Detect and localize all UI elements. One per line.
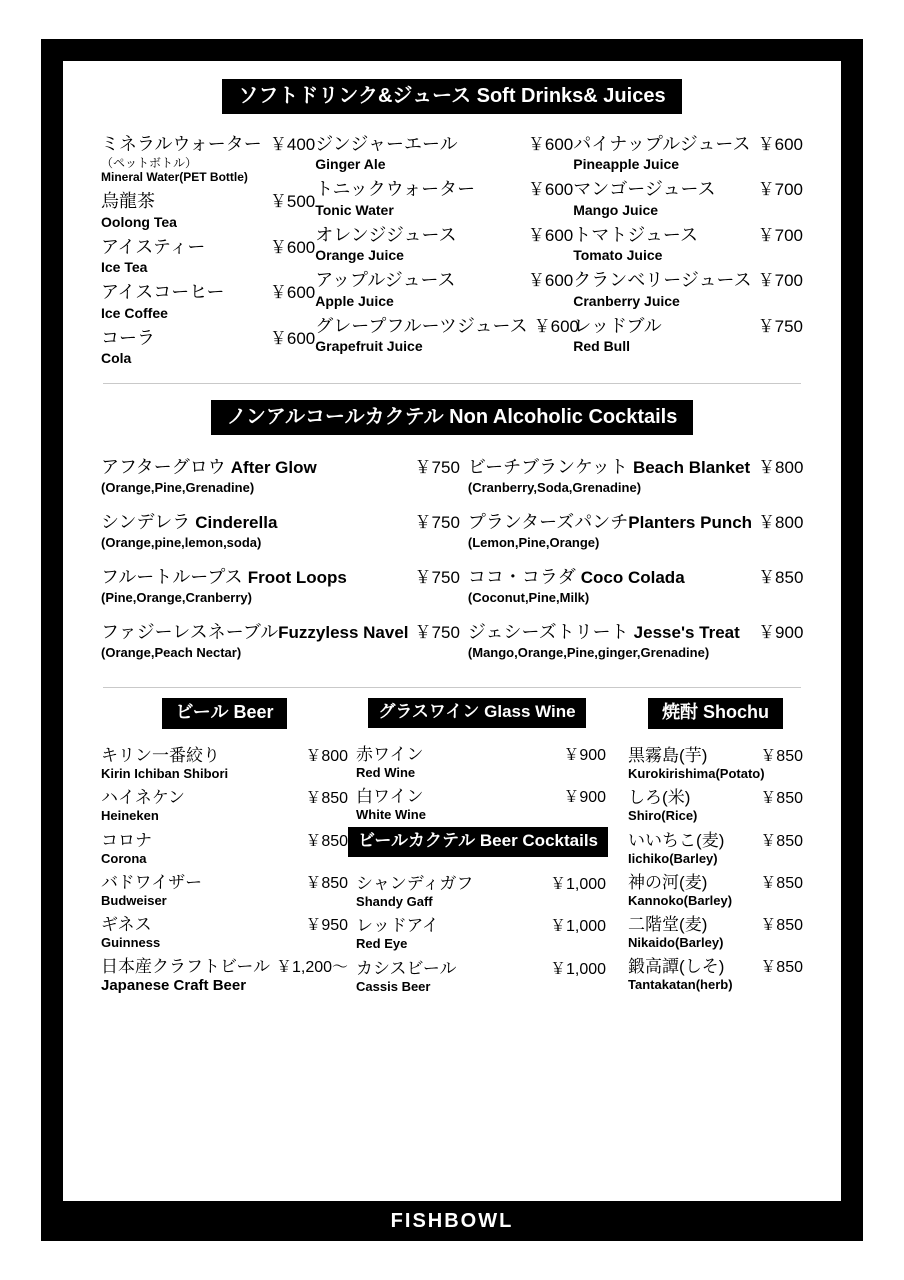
item-name-jp: 鍛高譚(しそ) bbox=[628, 957, 725, 977]
menu-item bbox=[101, 826, 348, 867]
item-name-jp: カシスビール bbox=[356, 958, 457, 978]
item-name-en: Shandy Gaff bbox=[356, 894, 433, 910]
menu-item bbox=[101, 508, 460, 550]
menu-item bbox=[628, 826, 803, 867]
menu-item bbox=[101, 130, 315, 185]
item-price: ￥600 bbox=[527, 225, 574, 245]
item-ingredients: (Orange,Pine,Grenadine) bbox=[101, 480, 255, 496]
item-name-en: Pineapple Juice bbox=[573, 156, 680, 173]
item-name-en: Nikaido(Barley) bbox=[628, 935, 724, 951]
beer-column bbox=[101, 698, 348, 997]
item-name-jp: グレープフルーツジュース bbox=[315, 315, 528, 336]
item-name-en: Froot Loops bbox=[247, 568, 347, 588]
item-name-jp: フルートループス bbox=[101, 567, 243, 588]
menu-item bbox=[101, 952, 348, 996]
menu-item bbox=[573, 312, 803, 355]
item-price: ￥850 bbox=[760, 917, 803, 935]
item-price: ￥600 bbox=[527, 135, 574, 154]
item-price: ￥750 bbox=[414, 568, 460, 588]
menu-item bbox=[348, 782, 606, 823]
menu-item bbox=[348, 869, 606, 910]
menu-item bbox=[101, 563, 460, 605]
menu-item bbox=[101, 783, 348, 824]
item-name-en: Tomato Juice bbox=[573, 247, 663, 264]
item-name-jp: いいちこ(麦) bbox=[628, 830, 725, 850]
menu-item bbox=[315, 312, 580, 355]
item-name-en: Kurokirishima(Potato) bbox=[628, 766, 765, 782]
item-name-jp: パイナップルジュース bbox=[573, 134, 751, 154]
item-name-jp: ジェシーズトリート bbox=[467, 622, 629, 643]
menu-item bbox=[628, 952, 803, 993]
menu-item bbox=[628, 868, 803, 909]
divider bbox=[103, 383, 801, 384]
item-price: ￥800 bbox=[758, 458, 804, 478]
item-ingredients: (Cranberry,Soda,Grenadine) bbox=[467, 480, 642, 496]
item-name-jp: アフターグロウ bbox=[101, 457, 226, 478]
item-price: ￥850 bbox=[760, 874, 803, 892]
item-price: ￥850 bbox=[305, 790, 349, 808]
mocktails-column-right bbox=[460, 453, 804, 673]
item-subtitle-jp: （ペットボトル） bbox=[101, 156, 198, 171]
item-name-jp: ハイネケン bbox=[101, 788, 185, 808]
beer-title: ビール Beer bbox=[162, 698, 288, 729]
item-name-en: Tantakatan(herb) bbox=[628, 977, 733, 993]
menu-item bbox=[573, 266, 803, 309]
item-name-en: Cranberry Juice bbox=[573, 292, 680, 309]
menu-item bbox=[628, 783, 803, 824]
menu-item bbox=[348, 954, 606, 995]
item-name-en: Cassis Beer bbox=[356, 978, 431, 994]
item-name-en: Mango Juice bbox=[573, 201, 659, 218]
item-ingredients: (Lemon,Pine,Orange) bbox=[467, 535, 600, 551]
item-price: ￥800 bbox=[758, 513, 804, 533]
beer-header bbox=[101, 698, 348, 729]
menu-item bbox=[315, 266, 573, 309]
item-ingredients: (Coconut,Pine,Milk) bbox=[467, 590, 590, 606]
item-price: ￥950 bbox=[305, 917, 349, 935]
item-name-en: Corona bbox=[101, 850, 147, 866]
item-name-en: Ice Coffee bbox=[101, 304, 168, 321]
menu-page bbox=[41, 39, 863, 1241]
item-name-jp: 白ワイン bbox=[356, 787, 424, 807]
item-price: ￥850 bbox=[305, 832, 349, 850]
soft-drinks-column-2 bbox=[315, 130, 580, 369]
menu-content bbox=[63, 61, 841, 1201]
wine-column bbox=[348, 698, 616, 997]
item-price: ￥750 bbox=[414, 458, 460, 478]
soft-drinks-title: ソフトドリンク&ジュース Soft Drinks& Juices bbox=[222, 79, 681, 114]
soft-drinks-header bbox=[83, 79, 821, 114]
menu-item bbox=[101, 278, 315, 321]
item-name-jp: ファジーレスネーブル bbox=[101, 622, 279, 643]
menu-item bbox=[573, 221, 803, 264]
brand-footer bbox=[41, 1201, 863, 1241]
item-name-jp: ギネス bbox=[101, 915, 152, 935]
item-name-en: Grapefruit Juice bbox=[315, 338, 423, 355]
item-name-jp: コロナ bbox=[101, 830, 152, 850]
item-ingredients: (Orange,pine,lemon,soda) bbox=[101, 535, 262, 551]
item-name-en: Cola bbox=[101, 350, 132, 367]
item-price: ￥750 bbox=[757, 316, 803, 336]
item-name-jp: 黒霧島(芋) bbox=[628, 746, 708, 766]
glass-wine-header bbox=[348, 698, 606, 728]
item-name-en: After Glow bbox=[230, 458, 317, 478]
item-price: ￥850 bbox=[758, 568, 804, 588]
item-name-jp: オレンジジュース bbox=[315, 224, 457, 245]
item-name-en: Red Eye bbox=[356, 936, 408, 952]
menu-item bbox=[573, 175, 803, 218]
item-name-jp: バドワイザー bbox=[101, 872, 203, 892]
menu-item bbox=[628, 741, 803, 782]
item-name-en: Cinderella bbox=[195, 513, 278, 533]
item-price: ￥900 bbox=[563, 746, 607, 764]
item-price: ￥800 bbox=[305, 748, 349, 766]
menu-item bbox=[101, 741, 348, 782]
item-price: ￥600 bbox=[269, 237, 316, 257]
menu-item bbox=[101, 910, 348, 951]
item-price: ￥850 bbox=[760, 748, 803, 766]
item-name-jp: キリン一番絞り bbox=[101, 746, 220, 766]
item-name-jp: アップルジュース bbox=[315, 270, 456, 291]
item-name-en: Apple Juice bbox=[315, 292, 394, 309]
menu-item bbox=[348, 911, 606, 952]
item-name-en: Tonic Water bbox=[315, 201, 394, 218]
item-price: ￥850 bbox=[305, 874, 349, 892]
item-price: ￥700 bbox=[757, 271, 803, 291]
menu-item bbox=[468, 453, 804, 495]
item-name-jp: ココ・コラダ bbox=[467, 567, 576, 588]
beer-cocktails-header bbox=[348, 827, 606, 857]
item-name-en: Jesse's Treat bbox=[633, 623, 740, 643]
item-name-en: Coco Colada bbox=[580, 568, 685, 588]
shochu-column bbox=[616, 698, 803, 997]
mocktails-grid bbox=[83, 453, 821, 673]
item-name-jp: シンデレラ bbox=[101, 512, 191, 533]
item-name-jp: コーラ bbox=[101, 327, 155, 348]
item-name-jp: プランターズパンチ bbox=[467, 512, 629, 533]
item-name-en: Orange Juice bbox=[315, 247, 404, 264]
item-price: ￥900 bbox=[758, 623, 804, 643]
item-name-en: Planters Punch bbox=[628, 513, 753, 533]
item-name-en: Oolong Tea bbox=[101, 213, 177, 230]
item-price: ￥700 bbox=[757, 225, 803, 245]
item-price: ￥600 bbox=[757, 135, 803, 154]
item-name-en: Japanese Craft Beer bbox=[101, 977, 247, 995]
menu-item bbox=[628, 910, 803, 951]
item-name-en: Guinness bbox=[101, 935, 161, 951]
menu-item bbox=[348, 740, 606, 781]
beer-cocktails-title: ビールカクテル Beer Cocktails bbox=[348, 827, 608, 857]
item-name-en: White Wine bbox=[356, 807, 426, 823]
item-name-en: Kannoko(Barley) bbox=[628, 892, 733, 908]
item-name-jp: シャンディガフ bbox=[356, 874, 474, 894]
item-name-jp: 赤ワイン bbox=[356, 744, 424, 764]
item-name-en: Beach Blanket bbox=[632, 458, 751, 478]
item-name-en: Ginger Ale bbox=[315, 156, 386, 173]
menu-item bbox=[468, 563, 804, 605]
mocktails-header bbox=[83, 400, 821, 435]
item-name-en: Heineken bbox=[101, 808, 159, 824]
menu-item bbox=[101, 868, 348, 909]
glass-wine-title: グラスワイン Glass Wine bbox=[368, 698, 585, 728]
item-name-jp: 烏龍茶 bbox=[101, 191, 155, 212]
item-price: ￥750 bbox=[414, 623, 460, 643]
item-name-jp: しろ(米) bbox=[628, 788, 691, 808]
item-price: ￥850 bbox=[760, 790, 803, 808]
item-name-jp: 日本産クラフトビール bbox=[101, 957, 270, 977]
menu-item bbox=[468, 508, 804, 550]
item-price: ￥850 bbox=[760, 832, 803, 850]
item-name-jp: レッドブル bbox=[573, 315, 662, 336]
item-price: ￥1,000 bbox=[549, 960, 607, 978]
menu-item bbox=[101, 453, 460, 495]
item-name-jp: ビーチブランケット bbox=[467, 457, 628, 478]
menu-item bbox=[101, 324, 315, 367]
item-name-jp: ジンジャーエール bbox=[315, 134, 458, 154]
item-name-jp: ミネラルウォーター bbox=[101, 134, 262, 154]
item-name-jp: レッドアイ bbox=[356, 916, 439, 936]
item-price: ￥600 bbox=[533, 316, 580, 336]
shochu-header bbox=[628, 698, 803, 729]
item-price: ￥600 bbox=[527, 180, 574, 200]
item-price: ￥600 bbox=[269, 283, 316, 303]
item-name-jp: 二階堂(麦) bbox=[628, 915, 708, 935]
item-price: ￥700 bbox=[757, 180, 803, 200]
mocktails-column-left bbox=[101, 453, 460, 673]
item-ingredients: (Pine,Orange,Cranberry) bbox=[101, 590, 252, 606]
mocktails-title: ノンアルコールカクテル Non Alcoholic Cocktails bbox=[211, 400, 694, 435]
item-price: ￥1,200〜 bbox=[275, 959, 349, 977]
item-price: ￥600 bbox=[269, 328, 316, 348]
item-name-en: Shiro(Rice) bbox=[628, 808, 698, 824]
menu-item bbox=[468, 618, 804, 660]
item-name-en: Red Bull bbox=[573, 338, 631, 355]
soft-drinks-column-3 bbox=[573, 130, 803, 369]
brand-name: FISHBOWL bbox=[390, 1209, 514, 1232]
item-price: ￥750 bbox=[414, 513, 460, 533]
soft-drinks-column-1 bbox=[101, 130, 315, 369]
item-name-en: Budweiser bbox=[101, 892, 167, 908]
item-name-jp: アイスティー bbox=[101, 236, 206, 257]
menu-item bbox=[101, 618, 460, 660]
menu-item bbox=[573, 130, 803, 173]
item-price: ￥1,000 bbox=[549, 918, 607, 936]
item-price: ￥1,000 bbox=[549, 876, 607, 894]
item-name-jp: トニックウォーター bbox=[315, 179, 476, 200]
menu-item bbox=[101, 187, 315, 230]
item-name-jp: 神の河(麦) bbox=[628, 872, 708, 892]
menu-item bbox=[315, 175, 573, 218]
item-price: ￥400 bbox=[269, 135, 316, 154]
menu-item bbox=[315, 221, 573, 264]
item-ingredients: (Mango,Orange,Pine,ginger,Grenadine) bbox=[467, 645, 710, 661]
item-name-en: Iichiko(Barley) bbox=[628, 850, 718, 866]
item-price: ￥900 bbox=[563, 789, 607, 807]
bottom-grid bbox=[83, 698, 821, 997]
item-name-en: Mineral Water(PET Bottle) bbox=[101, 169, 248, 184]
item-name-en: Kirin Ichiban Shibori bbox=[101, 766, 229, 782]
item-name-en: Red Wine bbox=[356, 764, 416, 780]
item-name-jp: アイスコーヒー bbox=[101, 282, 225, 303]
item-name-jp: トマトジュース bbox=[573, 224, 698, 245]
item-price: ￥600 bbox=[527, 271, 574, 291]
item-price: ￥850 bbox=[760, 959, 803, 977]
item-name-jp: クランベリージュース bbox=[573, 270, 752, 291]
item-ingredients: (Orange,Peach Nectar) bbox=[101, 645, 242, 661]
menu-item bbox=[315, 130, 573, 173]
item-name-en: Ice Tea bbox=[101, 259, 148, 276]
item-price: ￥500 bbox=[269, 192, 316, 212]
menu-item bbox=[101, 233, 315, 276]
soft-drinks-grid bbox=[83, 130, 821, 369]
item-name-en: Fuzzyless Navel bbox=[278, 623, 409, 643]
item-name-jp: マンゴージュース bbox=[573, 179, 716, 200]
divider bbox=[103, 687, 801, 688]
shochu-title: 焼酎 Shochu bbox=[648, 698, 783, 729]
